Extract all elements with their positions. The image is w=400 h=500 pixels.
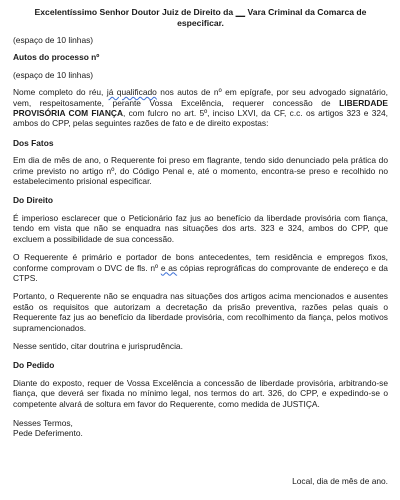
direito-paragraph-4: Nesse sentido, citar doutrina e jurisprudência. [13,340,183,351]
heading-dos-fatos: Dos Fatos [13,137,54,148]
intro-paragraph [13,87,388,129]
intro-bold-request: LIBERDADE PROVISÓRIA COM FIANÇA [13,97,388,119]
title-prefix: Excelentíssimo Senhor Doutor Juiz de Direito da [34,7,236,17]
intro-part1: Nome completo do réu, [13,87,107,98]
title-blank: __ [235,7,246,17]
closing-line-2: Pede Deferimento. [13,428,83,439]
date-line: Local, dia de mês de ano. [292,476,388,486]
document-title [13,7,388,28]
heading-do-direito: Do Direito [13,195,54,206]
closing-line-1: Nesses Termos, [13,417,73,428]
direito-p2-part-b: cópias reprográficas do comprovante de endereço e da CTPS. [13,262,388,283]
direito-paragraph-3: Portanto, o Requerente não se enquadra nas situações dos artigos acima mencionados e ausentes estão os requisitos que autorizam a decretação da prisão preventiva, razões pelas quais o Requerente faz jus ao benefício da liberdade provisória, com recolhimento da fiança, pelos motivos supramencionados. [13,291,388,333]
fatos-paragraph: Em dia de mês de ano, o Requerente foi preso em flagrante, tendo sido denunciado pela prática do crime previsto no artigo nº, do Código Penal e, até o momento, encontra-se preso e recolhido no estabelecimento prisional especificar. [13,155,388,187]
heading-do-pedido: Do Pedido [13,360,55,371]
direito-p2-spellcheck-word: e as [160,262,178,273]
intro-part3: , com fulcro no art. 5º, inciso LXVI, da CF, c.c. os artigos 323 e 324, ambos do CPP, pelas seguintes razões de fato e de direito expostas: [13,108,388,129]
intro-part2: nos autos de nº em epígrafe, por seu advogado signatário, vem, respeitosamente, perante Vossa Excelência, requerer concessão de [13,87,388,108]
pedido-paragraph: Diante do exposto, requer de Vossa Excelência a concessão de liberdade provisória, arbitrando-se fiança, que deverá ser fixada no mínimo legal, nos termos do art. 326, do CPP, e expedindo-se o competente alvará de soltura em favor do Requerente, como medida de JUSTIÇA. [13,377,388,409]
spacing-note-2: (espaço de 10 linhas) [13,69,94,80]
direito-p2-part-a: O Requerente é primário e portador de bons antecedentes, tem residência e empregos fixos, conforme comprovam o DVC de fls. nº [13,252,388,273]
title-suffix: Vara Criminal da Comarca de especificar. [177,7,367,28]
direito-paragraph-2 [13,252,388,283]
direito-paragraph-1: É imperioso esclarecer que o Peticionário faz jus ao benefício da liberdade provisória com fiança, tendo em vista que não se enquadra nas situações dos arts. 323 e 324, ambos do CPP, que excluem a possibilidade de sua concessão. [13,212,388,244]
process-number-label: Autos do processo nº [13,52,100,63]
intro-spellcheck-word: já qualificado [106,87,157,98]
spacing-note-1: (espaço de 10 linhas) [13,35,94,45]
